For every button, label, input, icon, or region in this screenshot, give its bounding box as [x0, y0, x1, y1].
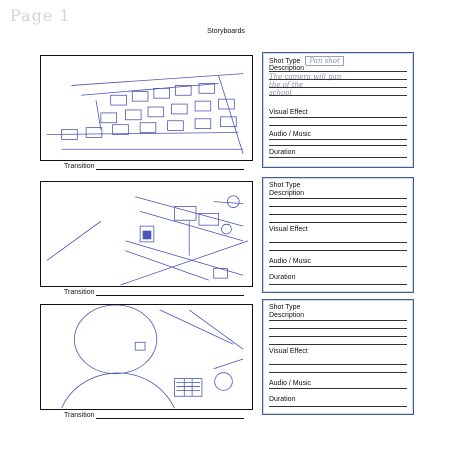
transition-field-1	[64, 162, 244, 170]
shot-type-label: Shot Type	[269, 304, 301, 311]
storyboard-frame-2	[40, 181, 253, 287]
description-line-2: the of the	[269, 81, 304, 89]
transition-label: Transition	[64, 412, 95, 419]
storyboard-frame-1	[40, 55, 253, 161]
description-line-1: The camera will pan	[269, 73, 342, 81]
shot-details-panel-3	[262, 299, 414, 415]
page-label: Page 1	[10, 6, 71, 25]
audio-music-label: Audio / Music	[269, 258, 312, 265]
shot-type-label: Shot Type	[269, 58, 301, 65]
description-label: Description	[269, 190, 305, 197]
transition-label: Transition	[64, 163, 95, 170]
description-line-3: school	[269, 89, 292, 97]
transition-label: Transition	[64, 289, 95, 296]
visual-effect-label: Visual Effect	[269, 226, 308, 233]
shot-type-label: Shot Type	[269, 182, 301, 189]
sketch-student-over-shoulder	[41, 305, 252, 409]
duration-label: Duration	[269, 149, 296, 156]
transition-field-2	[64, 288, 244, 296]
audio-music-label: Audio / Music	[269, 131, 312, 138]
sketch-desk-closeup	[41, 182, 252, 286]
transition-line	[96, 162, 244, 170]
duration-label: Duration	[269, 396, 296, 403]
transition-line	[96, 288, 244, 296]
shot-details-panel-2	[262, 177, 414, 293]
shot-type-value: Pan shot	[305, 56, 343, 66]
visual-effect-label: Visual Effect	[269, 109, 308, 116]
page-title: Storyboards	[207, 28, 245, 35]
sketch-classroom-desks	[41, 56, 252, 160]
transition-line	[96, 411, 244, 419]
description-label: Description	[269, 312, 305, 319]
visual-effect-label: Visual Effect	[269, 348, 308, 355]
description-label: Description	[269, 65, 305, 72]
shot-details-panel-1	[262, 52, 414, 168]
audio-music-label: Audio / Music	[269, 380, 312, 387]
storyboard-frame-3	[40, 304, 253, 410]
duration-label: Duration	[269, 274, 296, 281]
transition-field-3	[64, 411, 244, 419]
